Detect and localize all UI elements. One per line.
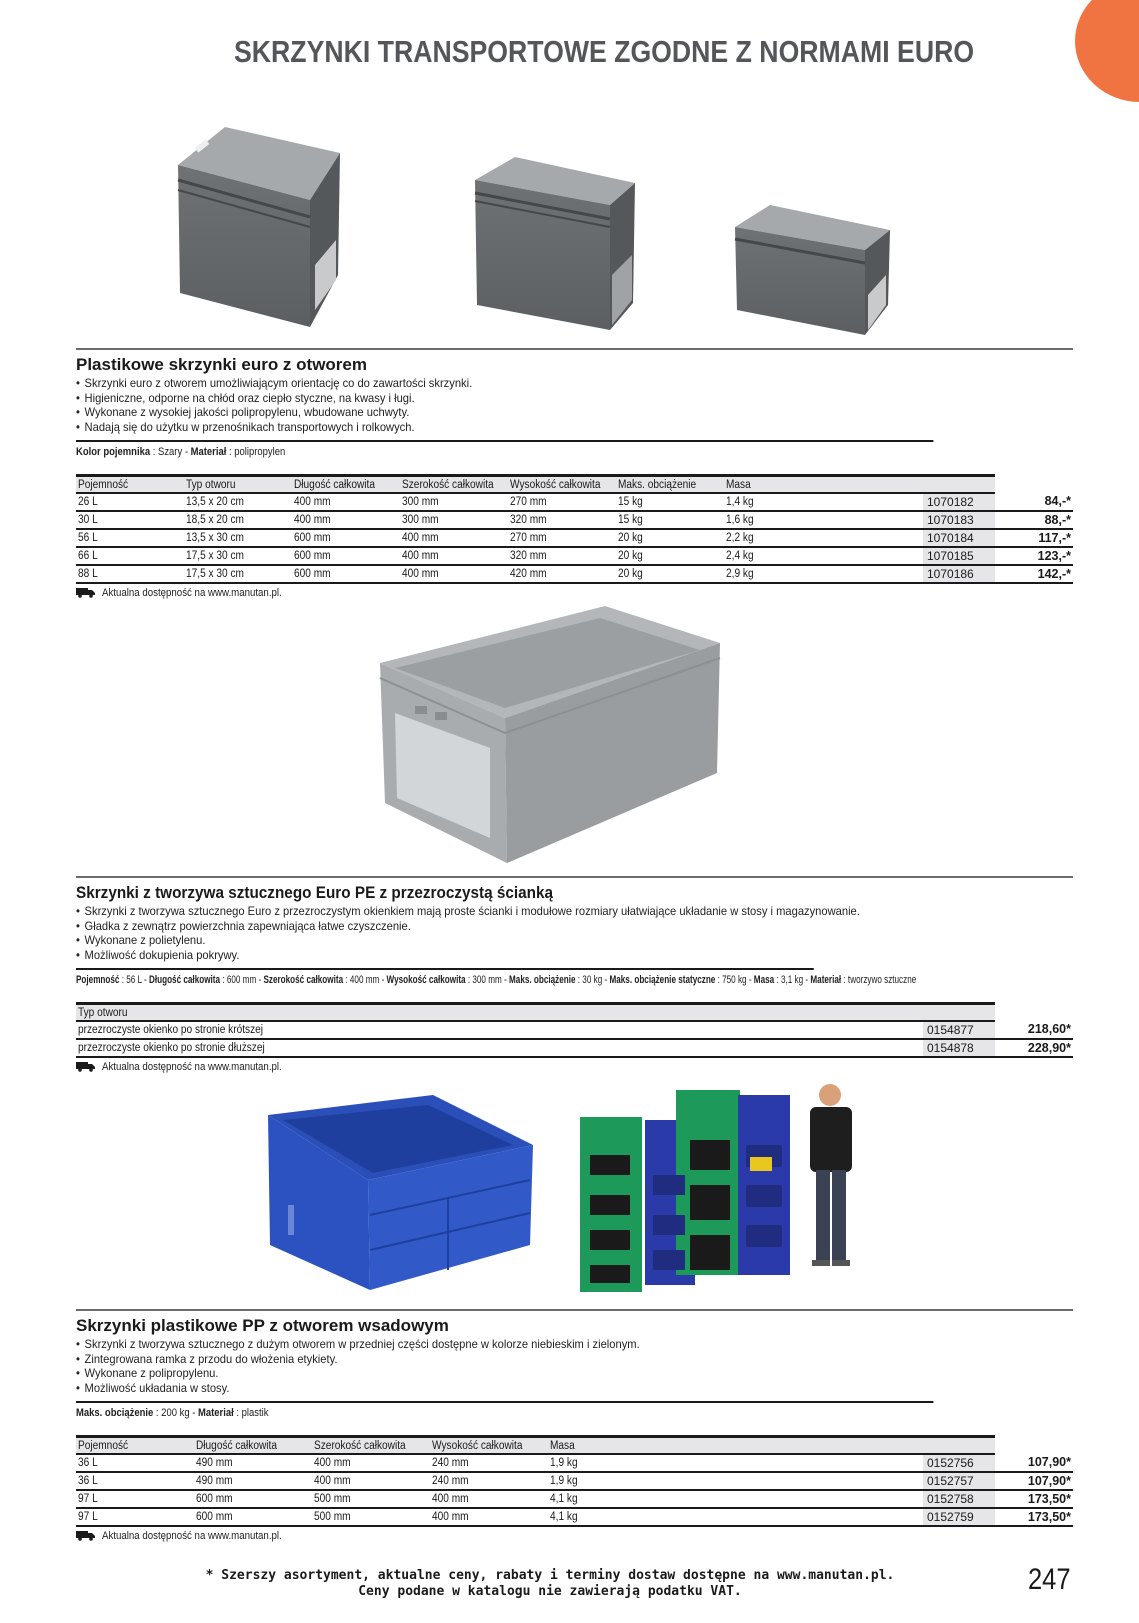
table-cell: 400 mm — [292, 493, 400, 511]
availability-note — [76, 1530, 1073, 1542]
column-header: Długość całkowita — [194, 1437, 312, 1454]
table-cell: 500 mm — [312, 1490, 430, 1508]
column-header: Typ otworu — [184, 476, 292, 493]
product-price: 107,90* — [995, 1454, 1073, 1472]
product-code: 1070182 — [923, 493, 995, 511]
table-cell: 490 mm — [194, 1472, 312, 1490]
truck-icon — [76, 1061, 96, 1072]
column-header: Szerokość całkowita — [400, 476, 508, 493]
table-cell: 97 L — [76, 1508, 194, 1526]
section-euro-pe-transparent — [76, 876, 1073, 1073]
table-cell: 20 kg — [616, 565, 724, 583]
spec-line: Maks. obciążenie : 200 kg - Materiał : plastik — [76, 1401, 933, 1419]
product-code: 1070186 — [923, 565, 995, 583]
table-cell: 56 L — [76, 529, 184, 547]
column-header: Szerokość całkowita — [312, 1437, 430, 1454]
stacked-green-blue-boxes-image — [578, 1075, 878, 1295]
table-cell: 600 mm — [194, 1490, 312, 1508]
table-cell: 15 kg — [616, 511, 724, 529]
table-row — [76, 1508, 1073, 1526]
grey-box-small — [735, 205, 890, 335]
section-title: Skrzynki z tworzywa sztucznego Euro PE z przezroczystą ścianką — [76, 883, 554, 902]
table-cell: przezroczyste okienko po stronie dłuższej — [76, 1039, 908, 1057]
table-cell: 17,5 x 30 cm — [184, 547, 292, 565]
truck-icon — [76, 1530, 96, 1541]
table-cell: 600 mm — [194, 1508, 312, 1526]
availability-note — [76, 1061, 1073, 1073]
product-code: 0152757 — [923, 1472, 995, 1490]
table-cell: 20 kg — [616, 529, 724, 547]
product-price: 228,90* — [995, 1039, 1073, 1057]
table-cell: 240 mm — [430, 1472, 548, 1490]
product-code: 1070183 — [923, 511, 995, 529]
table-cell: 36 L — [76, 1472, 194, 1490]
page-title: SKRZYNKI TRANSPORTOWE ZGODNE Z NORMAMI EURO — [234, 34, 975, 69]
feature-item: • Wykonane z polietylenu. — [76, 933, 1003, 948]
table-cell: 300 mm — [400, 493, 508, 511]
table-cell: 600 mm — [292, 565, 400, 583]
table-cell: 270 mm — [508, 493, 616, 511]
table-row — [76, 1472, 1073, 1490]
product-price: 84,-* — [995, 493, 1073, 511]
table-cell: 26 L — [76, 493, 184, 511]
table-cell: 300 mm — [400, 511, 508, 529]
feature-item: • Możliwość układania w stosy. — [76, 1381, 1003, 1396]
table-row — [76, 565, 1073, 583]
product-table — [76, 1002, 1073, 1058]
feature-item: • Gładka z zewnątrz powierzchnia zapewniająca łatwe czyszczenie. — [76, 919, 1003, 934]
table-cell: 1,9 kg — [548, 1454, 885, 1472]
feature-item: • Skrzynki z tworzywa sztucznego Euro z przezroczystym okienkiem mają proste ścianki i modułowe rozmiary ułatwiające układanie w stosy i magazynowanie. — [76, 904, 1003, 919]
table-cell: 17,5 x 30 cm — [184, 565, 292, 583]
table-row — [76, 1021, 1073, 1039]
transparent-window-box-image — [365, 598, 730, 868]
table-cell: 97 L — [76, 1490, 194, 1508]
section-title: Plastikowe skrzynki euro z otworem — [76, 355, 367, 374]
feature-item: • Nadają się do użytku w przenośnikach transportowych i rolkowych. — [76, 420, 1003, 435]
table-cell: 2,9 kg — [724, 565, 903, 583]
table-cell: 2,2 kg — [724, 529, 903, 547]
column-header: Długość całkowita — [292, 476, 400, 493]
availability-link[interactable]: Aktualna dostępność na www.manutan.pl. — [102, 1529, 282, 1542]
table-row — [76, 511, 1073, 529]
table-header-row — [76, 476, 1073, 493]
table-cell: 400 mm — [400, 565, 508, 583]
availability-link[interactable]: Aktualna dostępność na www.manutan.pl. — [102, 1060, 282, 1073]
feature-item: • Wykonane z polipropylenu. — [76, 1366, 1003, 1381]
feature-list — [76, 904, 1073, 962]
availability-link[interactable]: Aktualna dostępność na www.manutan.pl. — [102, 586, 282, 599]
product-code: 0154877 — [923, 1021, 995, 1039]
column-header: Wysokość całkowita — [430, 1437, 548, 1454]
table-cell: 13,5 x 20 cm — [184, 493, 292, 511]
product-code: 0154878 — [923, 1039, 995, 1057]
table-cell: 240 mm — [430, 1454, 548, 1472]
table-cell: 2,4 kg — [724, 547, 903, 565]
section-pp-boxes-with-loading-opening — [76, 1309, 1073, 1542]
feature-list — [76, 1337, 1073, 1395]
blue-box-image — [258, 1085, 538, 1295]
table-header-row — [76, 1437, 1073, 1454]
product-price: 173,50* — [995, 1508, 1073, 1526]
product-code: 0152759 — [923, 1508, 995, 1526]
footer-line: Ceny podane w katalogu nie zawierają podatku VAT. — [358, 1584, 742, 1599]
section-title: Skrzynki plastikowe PP z otworem wsadowym — [76, 1316, 449, 1335]
table-cell: 4,1 kg — [548, 1508, 885, 1526]
feature-item: • Skrzynki z tworzywa sztucznego z dużym otworem w przedniej części dostępne w kolorze niebieskim i zielonym. — [76, 1337, 1003, 1352]
column-header: Wysokość całkowita — [508, 476, 616, 493]
column-header: Pojemność — [76, 476, 184, 493]
product-code: 0152756 — [923, 1454, 995, 1472]
person — [810, 1084, 852, 1266]
table-cell: 270 mm — [508, 529, 616, 547]
column-header: Pojemność — [76, 1437, 194, 1454]
feature-item: • Higieniczne, odporne na chłód oraz ciepło styczne, na kwasy i ługi. — [76, 391, 1003, 406]
table-cell: 18,5 x 20 cm — [184, 511, 292, 529]
grey-box-medium — [475, 157, 635, 330]
grey-euro-boxes-image — [150, 105, 980, 345]
table-cell: 490 mm — [194, 1454, 312, 1472]
feature-list — [76, 376, 1073, 434]
table-cell: 400 mm — [400, 547, 508, 565]
column-header: Maks. obciążenie — [616, 476, 724, 493]
feature-item: • Skrzynki euro z otworem umożliwiającym orientację co do zawartości skrzynki. — [76, 376, 1003, 391]
table-row — [76, 529, 1073, 547]
table-cell: 600 mm — [292, 547, 400, 565]
truck-icon — [76, 587, 96, 598]
product-price: 173,50* — [995, 1490, 1073, 1508]
column-header: Masa — [548, 1437, 885, 1454]
table-cell: 66 L — [76, 547, 184, 565]
orange-corner-tab — [1075, 0, 1139, 102]
product-price: 123,-* — [995, 547, 1073, 565]
table-cell: 320 mm — [508, 547, 616, 565]
footer-line: * Szerszy asortyment, aktualne ceny, rabaty i terminy dostaw dostępne na www.manutan.pl. — [205, 1568, 895, 1583]
product-code: 1070185 — [923, 547, 995, 565]
table-cell: 13,5 x 30 cm — [184, 529, 292, 547]
product-price: 218,60* — [995, 1021, 1073, 1039]
table-header-row — [76, 1004, 1073, 1021]
product-table — [76, 474, 1073, 584]
table-cell: 600 mm — [292, 529, 400, 547]
column-header: Masa — [724, 476, 903, 493]
table-cell: 30 L — [76, 511, 184, 529]
table-cell: 20 kg — [616, 547, 724, 565]
table-cell: 400 mm — [430, 1508, 548, 1526]
table-cell: 36 L — [76, 1454, 194, 1472]
table-cell: 1,4 kg — [724, 493, 903, 511]
column-header: Typ otworu — [76, 1004, 908, 1021]
table-cell: 400 mm — [312, 1472, 430, 1490]
table-row — [76, 493, 1073, 511]
feature-item: • Wykonane z wysokiej jakości polipropylenu, wbudowane uchwyty. — [76, 405, 1003, 420]
product-price: 107,90* — [995, 1472, 1073, 1490]
spec-line: Kolor pojemnika : Szary - Materiał : polipropylen — [76, 440, 933, 458]
grey-box-large — [178, 127, 340, 327]
product-code: 1070184 — [923, 529, 995, 547]
footer-note — [150, 1568, 950, 1600]
table-cell: 4,1 kg — [548, 1490, 885, 1508]
table-row — [76, 1490, 1073, 1508]
table-cell: 15 kg — [616, 493, 724, 511]
table-cell: 88 L — [76, 565, 184, 583]
table-cell: 420 mm — [508, 565, 616, 583]
table-row — [76, 1454, 1073, 1472]
table-cell: 320 mm — [508, 511, 616, 529]
page-number: 247 — [1028, 1563, 1071, 1596]
spec-line: Pojemność : 56 L - Długość całkowita : 600 mm - Szerokość całkowita : 400 mm - Wysokość całkowita : 300 mm - Maks. obciążenie : 30 kg - Maks. obciążenie statyczne : 750 kg - Masa : 3,1 kg - Materiał : tworzywo sztuczne — [76, 968, 814, 986]
table-cell: 1,6 kg — [724, 511, 903, 529]
feature-item: • Zintegrowana ramka z przodu do włożenia etykiety. — [76, 1352, 1003, 1367]
table-cell: 400 mm — [430, 1490, 548, 1508]
table-cell: 400 mm — [312, 1454, 430, 1472]
feature-item: • Możliwość dokupienia pokrywy. — [76, 948, 1003, 963]
table-cell: 400 mm — [400, 529, 508, 547]
table-cell: 500 mm — [312, 1508, 430, 1526]
product-table — [76, 1435, 1073, 1527]
product-price: 142,-* — [995, 565, 1073, 583]
table-cell: przezroczyste okienko po stronie krótszej — [76, 1021, 908, 1039]
table-cell: 400 mm — [292, 511, 400, 529]
section-euro-boxes-with-opening — [76, 348, 1073, 599]
product-price: 88,-* — [995, 511, 1073, 529]
table-row — [76, 547, 1073, 565]
table-row — [76, 1039, 1073, 1057]
product-price: 117,-* — [995, 529, 1073, 547]
table-cell: 1,9 kg — [548, 1472, 885, 1490]
product-code: 0152758 — [923, 1490, 995, 1508]
